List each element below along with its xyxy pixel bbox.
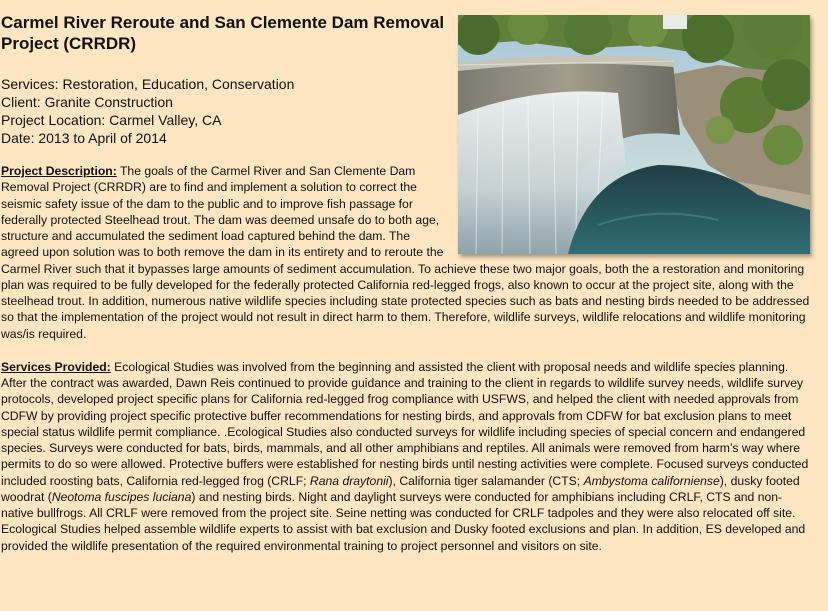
species-ambystoma: Ambystoma californiense — [583, 473, 720, 488]
page-title: Carmel River Reroute and San Clemente Dam Removal Project (CRRDR) — [1, 13, 445, 53]
date-line: Date: 2013 to April of 2014 — [1, 130, 167, 146]
services-provided — [1, 359, 810, 554]
dam-spillway-photo-icon — [458, 15, 810, 254]
location-line: Project Location: Carmel Valley, CA — [1, 112, 222, 128]
description-text: The goals of the Carmel River and San Clemente Dam Removal Project (CRRDR) are to find and implement a solution to correct the seismic safety issue of the dam to the public and to improve fish passage for federally protected Steelhead trout. The dam was deemed unsafe do to both age, structure and accumulated the sediment load captured behind the dam. The agreed upon solution was to both remove the dam in its entirety and to reroute the Carmel River such that it bypasses large amounts of sediment accumulation. To achieve these two major goals, both the a restoration and monitoring plan was required to be fully developed for the federally protected California red-legged frogs, also known to occur at the project site, along with the steelhead trout. In addition, numerous native wildlife species including state protected species such as bats and nesting birds needed to be addressed so that the implementation of the project would not result in direct harm to them. Therefore, wildlife surveys, wildlife relocations and wildlife monitoring was/is required. — [1, 164, 810, 341]
description-label: Project Description: — [1, 164, 117, 178]
species-neotoma: Neotoma fuscipes luciana — [51, 489, 192, 504]
dam-photo — [458, 15, 810, 254]
services-text-3: ), dusky footed woodrat ( — [1, 473, 800, 504]
client-line: Client: Granite Construction — [1, 94, 173, 110]
species-rana: Rana draytonii — [309, 473, 389, 488]
services-text-1: Ecological Studies was involved from the beginning and assisted the client with proposal needs and wildlife species planning. After the contract was awarded, Dawn Reis continued to provide guidance and training to the client in regards to wildlife survey needs, wildlife survey protocols, developed project specific plans for California red-legged frog compliance with USFWS, and helped the client with needed approvals from CDFW by providing project specific protective buffer recommendations for nesting birds, and approvals from CDFW for bat exclusion plans to meet special status wildlife permit compliance. .Ecological Studies also conducted surveys for wildlife including species of special concern and endangered species. Surveys were conducted for bats, birds, mammals, and all other amphibians and reptiles. All animals were removed from harm’s way where permits to do so were allowed. Protective buffers were established for nesting birds until nesting activities were complete. Focused surveys conducted included roosting bats, California red-legged frog (CRLF; — [1, 359, 809, 488]
services-text-4: ) and nesting birds. Night and daylight surveys were conducted for amphibians including CRLF, CTS and non-native bullfrogs. All CRLF were removed from the project site. Seine netting was conducted for CRLF tadpoles and they were also relocated off site. Ecological Studies helped assemble wildlife experts to assist with bat exclusion and Dusky footed exclusions and plan. In addition, ES developed and provided the wildlife presentation of the required environmental training to project personnel and visitors on site. — [1, 489, 806, 553]
services-text-2: ), California tiger salamander (CTS; — [388, 473, 584, 488]
services-label: Services Provided: — [1, 359, 111, 374]
services-line: Services: Restoration, Education, Conservation — [1, 76, 295, 92]
